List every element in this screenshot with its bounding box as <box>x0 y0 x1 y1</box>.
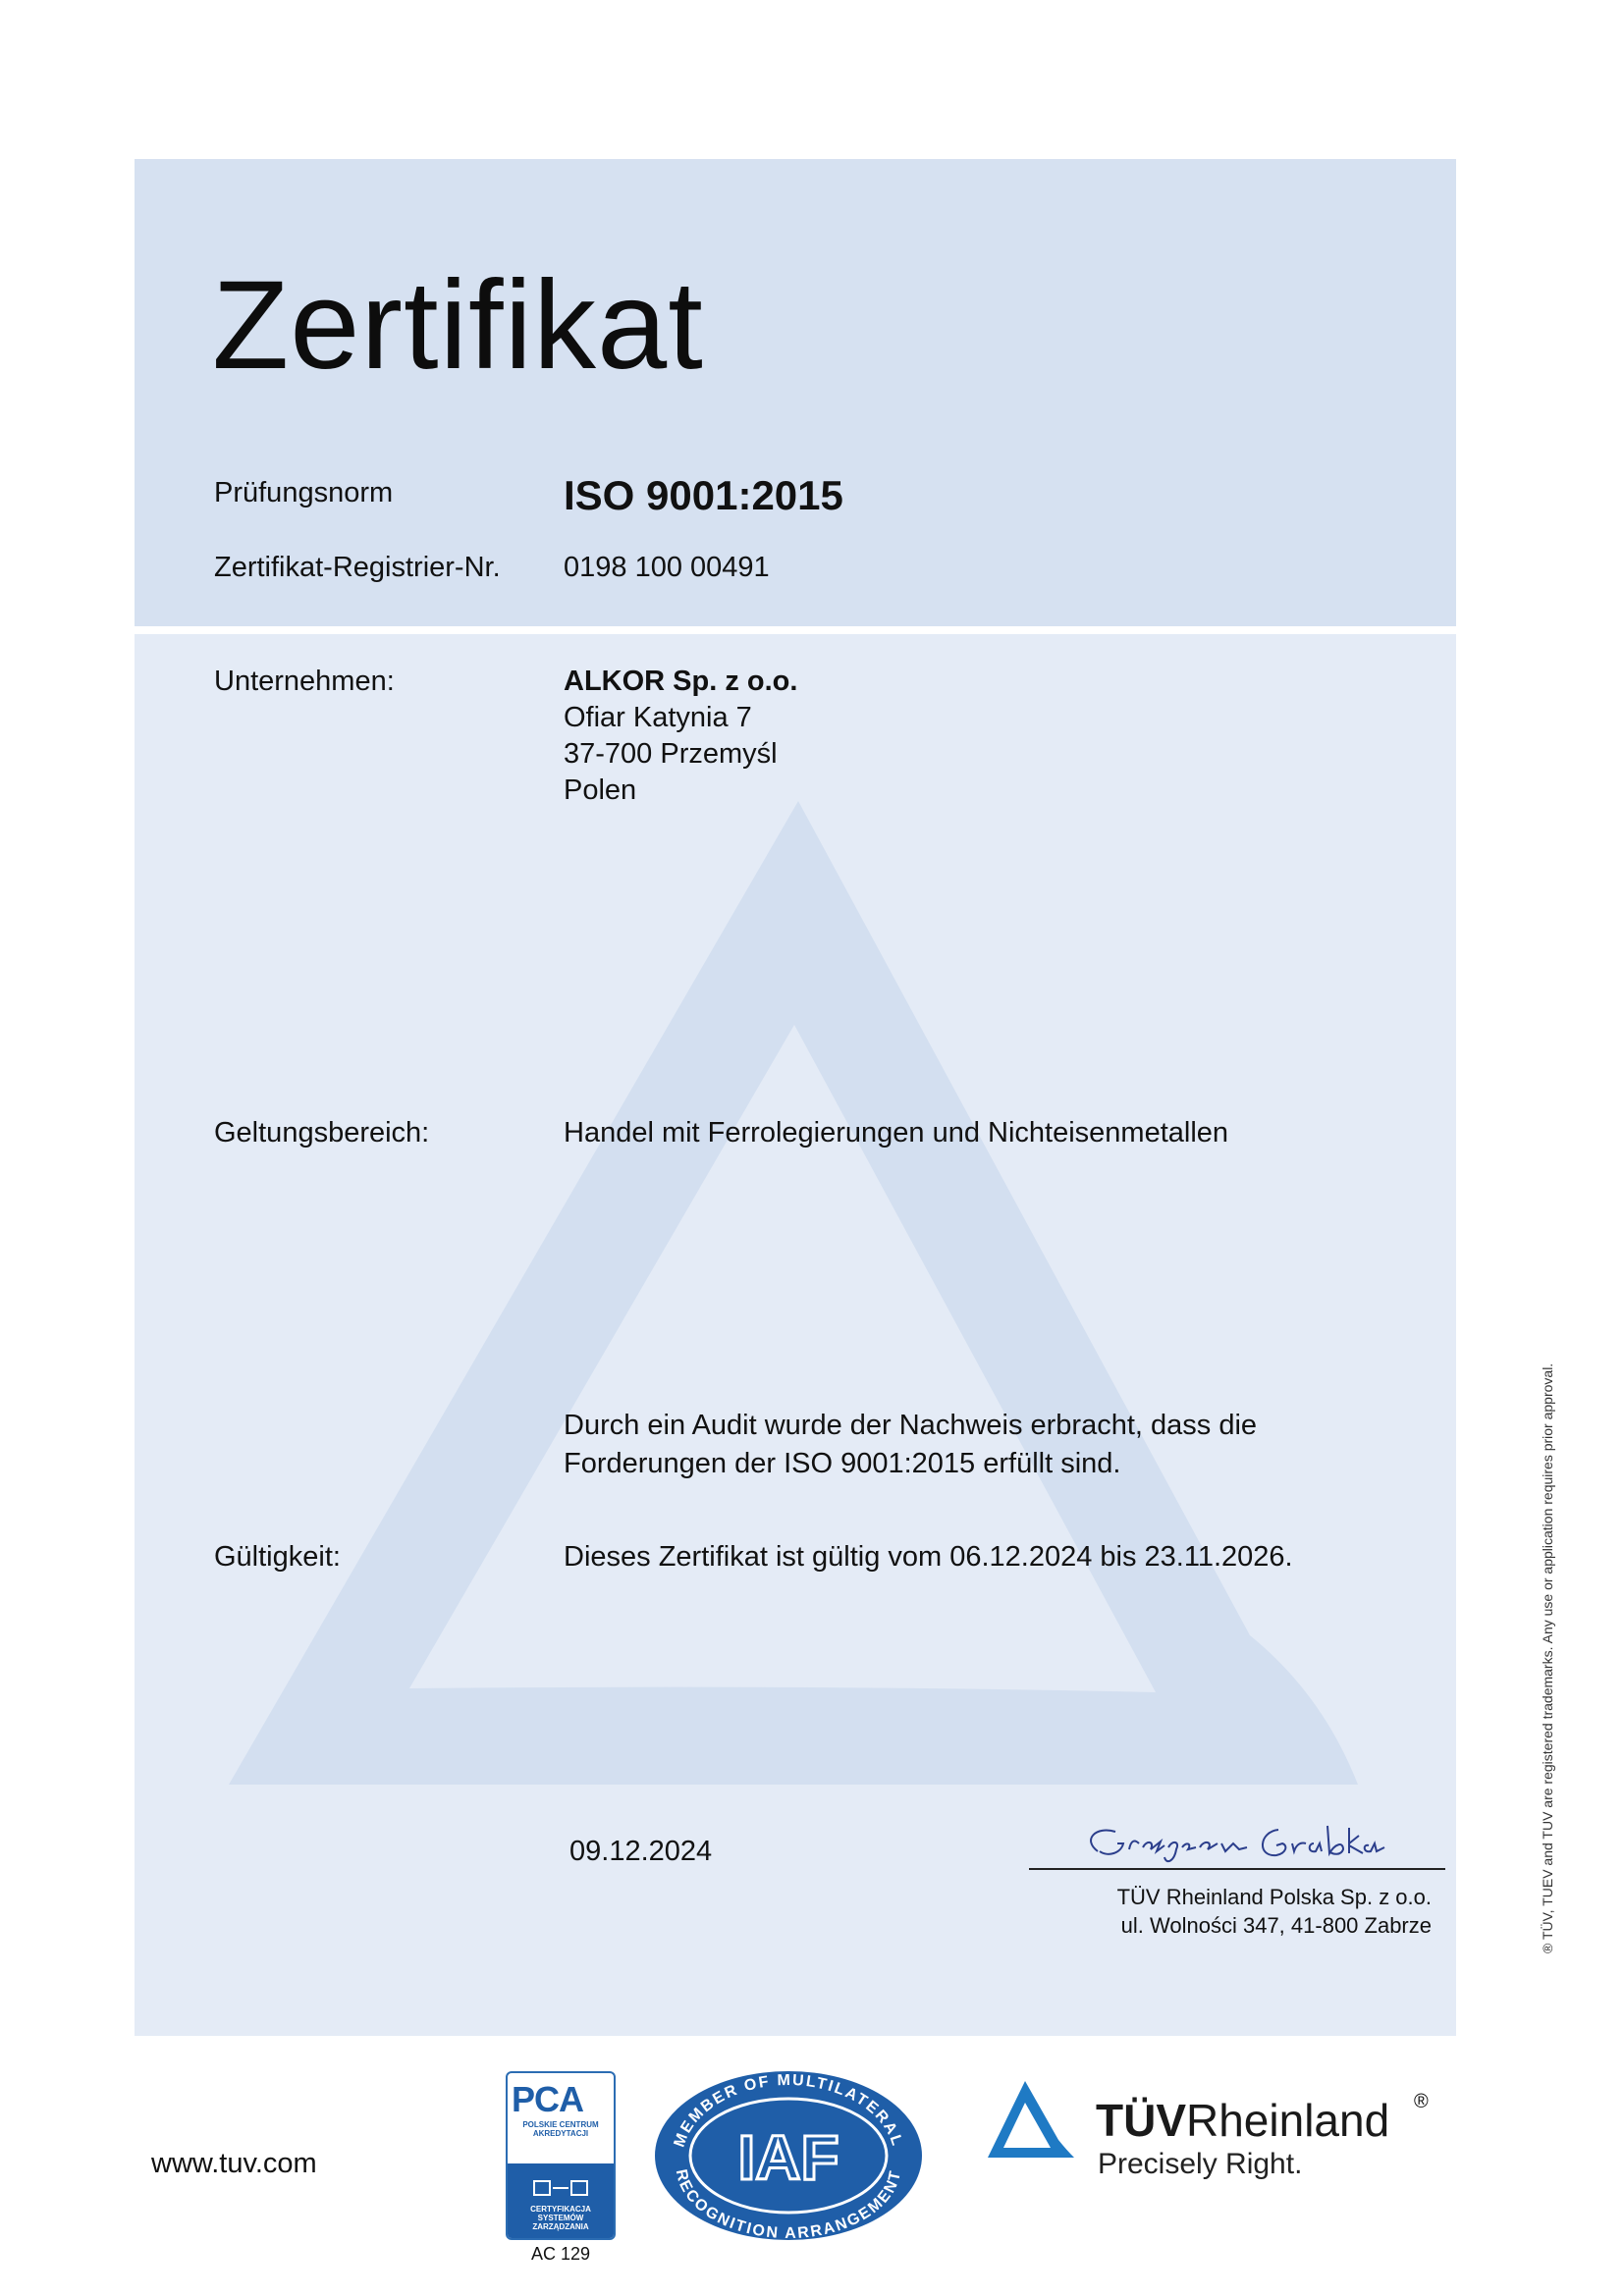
company-name: ALKOR Sp. z o.o. <box>564 666 798 697</box>
svg-text:MEMBER OF MULTILATERAL: MEMBER OF MULTILATERAL <box>671 2071 906 2150</box>
issue-date: 09.12.2024 <box>569 1836 713 1867</box>
standard-value: ISO 9001:2015 <box>564 472 843 518</box>
validity-value: Dieses Zertifikat ist gültig vom 06.12.2024 bis 23.11.2026. <box>564 1541 1293 1573</box>
svg-text:IAF: IAF <box>737 2122 839 2193</box>
iaf-logo <box>653 2069 924 2242</box>
company-label: Unternehmen: <box>214 666 395 697</box>
issuer-name: TÜV Rheinland Polska Sp. z o.o. <box>1116 1885 1432 1909</box>
audit-text-line-2: Forderungen der ISO 9001:2015 erfüllt sind. <box>564 1448 1121 1479</box>
registered-mark: ® <box>1414 2091 1429 2112</box>
pca-logo-caption: CERTYFIKACJA SYSTEMÓW ZARZĄDZANIA <box>530 2205 591 2231</box>
scope-value: Handel mit Ferrolegierungen und Nichteisenmetallen <box>564 1117 1229 1148</box>
trademark-side-note: ® TÜV, TUEV and TUV are registered trademarks. Any use or application requires prior approval. <box>1540 1362 1555 1953</box>
pca-system-icon <box>533 2177 588 2199</box>
pca-logo-bottom <box>508 2163 614 2238</box>
certificate-title: Zertifikat <box>212 255 704 396</box>
audit-text-line-1: Durch ein Audit wurde der Nachweis erbracht, dass die <box>564 1410 1258 1441</box>
signature <box>1078 1818 1392 1869</box>
tuv-triangle-icon <box>986 2079 1076 2162</box>
standard-label: Prüfungsnorm <box>214 477 394 508</box>
company-street: Ofiar Katynia 7 <box>564 702 752 733</box>
pca-logo-subtitle: POLSKIE CENTRUM AKREDYTACJI <box>522 2120 599 2138</box>
pca-logo-name: PCA <box>512 2079 584 2119</box>
signature-line <box>1029 1868 1445 1870</box>
validity-label: Gültigkeit: <box>214 1541 341 1573</box>
website-link[interactable]: www.tuv.com <box>151 2148 317 2179</box>
pca-accreditation-code: AC 129 <box>530 2244 591 2264</box>
issuer-address: ul. Wolności 347, 41-800 Zabrze <box>1120 1913 1432 1938</box>
pca-logo-top <box>508 2073 614 2163</box>
registration-label: Zertifikat-Registrier-Nr. <box>214 552 501 583</box>
registration-value: 0198 100 00491 <box>564 552 770 583</box>
company-country: Polen <box>564 774 637 806</box>
tuv-slogan: Precisely Right. <box>1098 2148 1303 2180</box>
pca-accreditation-logo <box>506 2071 616 2240</box>
company-city: 37-700 Przemyśl <box>564 738 778 770</box>
svg-text:RECOGNITION ARRANGEMENT: RECOGNITION ARRANGEMENT <box>672 2167 905 2242</box>
scope-label: Geltungsbereich: <box>214 1117 430 1148</box>
tuv-rheinland-wordmark: TÜVRheinland <box>1096 2095 1390 2146</box>
